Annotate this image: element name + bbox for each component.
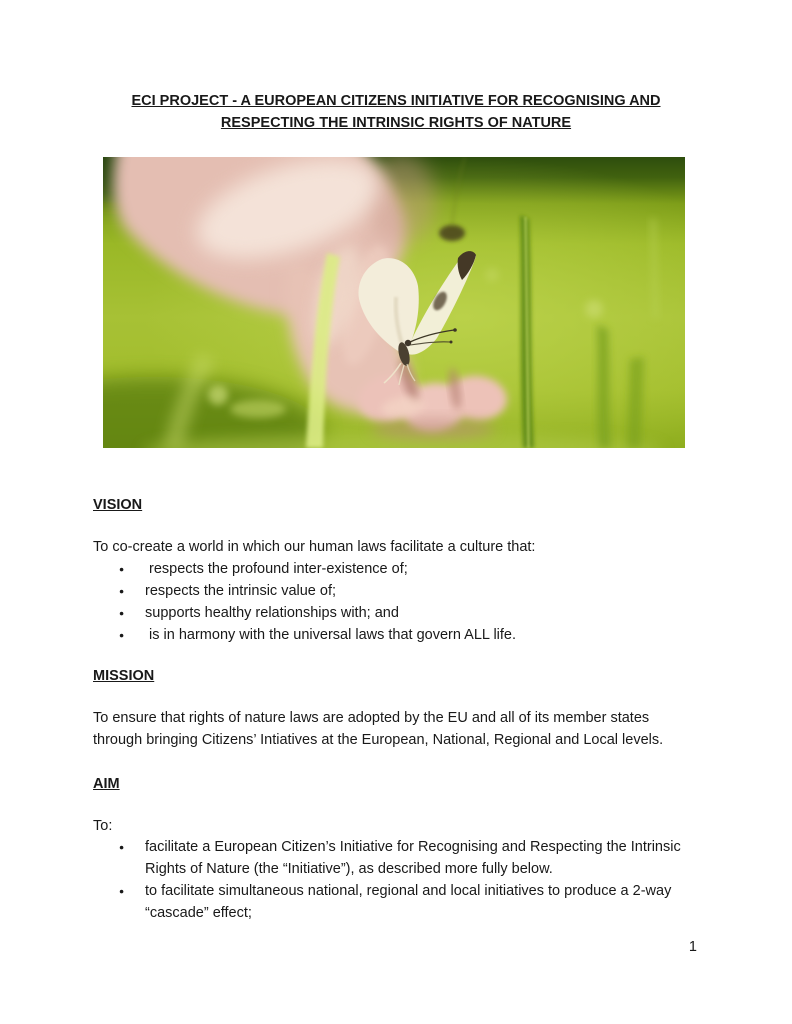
list-item: ● to facilitate simultaneous national, regional and local initiatives to produce a 2-way “cascade” effect; — [93, 880, 699, 924]
nature-photo — [103, 157, 685, 448]
list-item: ● is in harmony with the universal laws that govern ALL life. — [93, 624, 699, 646]
mission-heading: MISSION — [93, 668, 155, 684]
page-number: 1 — [688, 939, 697, 955]
aim-list — [93, 836, 699, 924]
list-item: ● facilitate a European Citizen’s Initiative for Recognising and Respecting the Intrinsic Rights of Nature (the “Initiative”), as described more fully below. — [93, 836, 699, 880]
vision-heading: VISION — [93, 497, 143, 513]
vision-list — [93, 558, 699, 646]
nature-photo-art — [103, 157, 685, 448]
document-title: ECI PROJECT - A EUROPEAN CITIZENS INITIATIVE FOR RECOGNISING AND RESPECTING THE INTRINSIC RIGHTS OF NATURE — [131, 93, 661, 131]
vision-intro: To co-create a world in which our human laws facilitate a culture that: — [93, 539, 536, 555]
mission-body: To ensure that rights of nature laws are adopted by the EU and all of its member states through bringing Citizens’ Intiatives at the European, National, Regional and Local levels. — [93, 710, 664, 748]
aim-intro: To: — [93, 818, 113, 834]
aim-heading: AIM — [93, 776, 120, 792]
list-item: ● respects the profound inter-existence of; — [93, 558, 699, 580]
list-item: ● respects the intrinsic value of; — [93, 580, 699, 602]
list-item: ● supports healthy relationships with; and — [93, 602, 699, 624]
